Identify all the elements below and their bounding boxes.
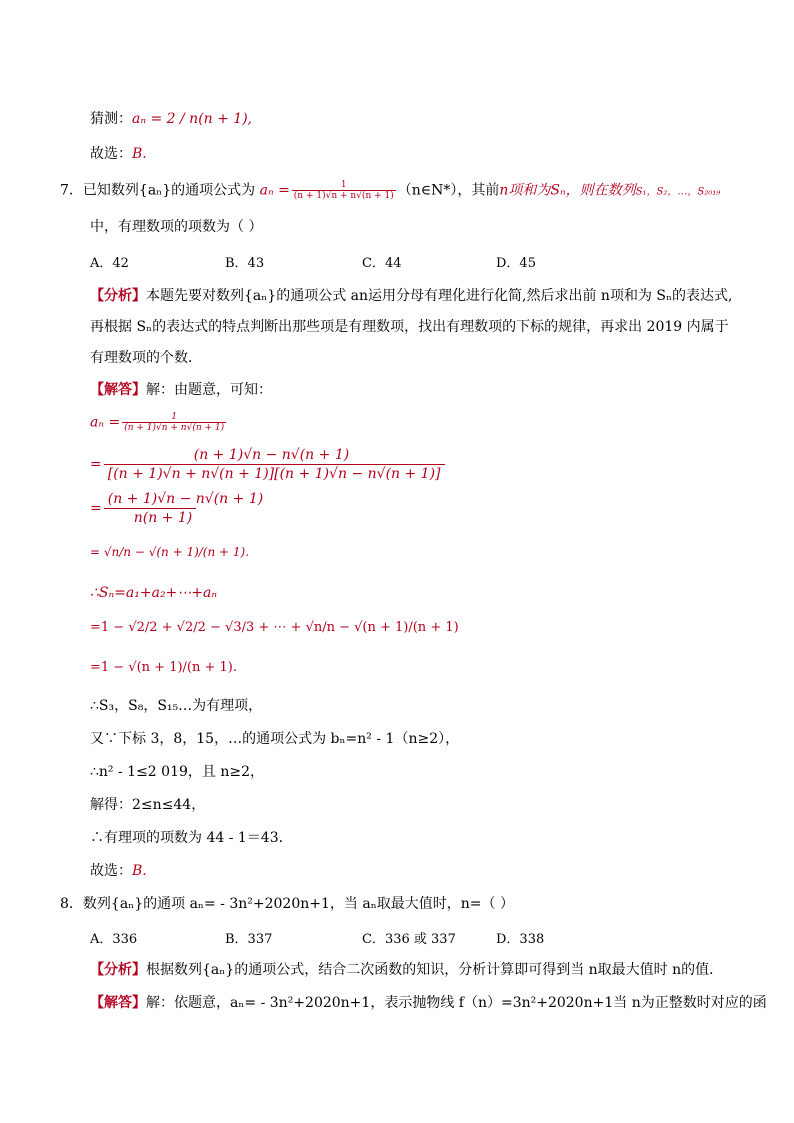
sum-line-3: =1 − √(n + 1)/(n + 1). — [90, 660, 238, 675]
answer-text: 解：依题意，aₙ= - 3n²+2020n+1，表示抛物线 f（n）=3n²+2020n+1当 n为正整数时对应的函 — [146, 995, 767, 1011]
fraction-denominator: [(n + 1)√n + n√(n + 1)][(n + 1)√n − n√(n + 1)] — [104, 464, 445, 483]
solution-line-2: 又∵下标 3，8，15，…的通项公式为 bₙ=n² - 1（n≥2）， — [90, 731, 460, 747]
derivation-step-3: = $\frac{(n + 1)√n - n√(n + 1)}{n(n + 1)}$ — [90, 490, 269, 527]
guess-label: 猜测： — [90, 111, 132, 127]
derivation-step-1 — [90, 412, 228, 433]
guess-line — [90, 110, 252, 128]
question-8-line — [60, 895, 514, 913]
derivation-step-4: = √n/n − √(n + 1)/(n + 1). — [90, 545, 250, 559]
choose-answer: B. — [132, 863, 147, 879]
question-number: 8． — [60, 896, 83, 912]
answer-tag: 【解答】 — [90, 995, 146, 1011]
solution-line-4: 解得：2≤n≤44， — [90, 797, 206, 813]
analysis-7-line-3: 有理数项的个数． — [90, 350, 202, 366]
formula-fraction — [122, 412, 226, 433]
choose-answer: B. — [132, 146, 147, 162]
question-number: 7． — [60, 182, 83, 199]
answer-tag: 【解答】 — [90, 382, 146, 398]
sum-line-2: =1 − √2/2 + √2/2 − √3/3 + ⋯ + √n/n − √(n + 1)/(n + 1) — [90, 620, 459, 635]
option-c: C．44 — [362, 256, 402, 271]
question-text: （n∈N*），其前 — [397, 182, 500, 199]
fraction-numerator: (n + 1)√n − n√(n + 1) — [193, 447, 350, 463]
sum-line-1 — [90, 584, 217, 602]
analysis-7-line-2: 再根据 Sₙ的表达式的特点判断出那些项是有理数项，找出有理数项的下标的规律，再求出 2019 内属于 — [90, 319, 729, 335]
choose-line-1 — [90, 145, 147, 163]
analysis-8-line — [90, 961, 723, 979]
option-d: D．45 — [496, 256, 536, 271]
analysis-text: 根据数列{aₙ}的通项公式，结合二次函数的知识，分析计算即可得到当 n取最大值时 n的值． — [146, 962, 724, 978]
option-c: C．336 或 337 — [362, 932, 456, 947]
choose-label: 故选： — [90, 863, 132, 879]
formula-fraction — [104, 490, 267, 527]
formula-label: aₙ = — [259, 182, 290, 199]
question-text: Sₙ，则在数列 — [550, 182, 636, 199]
option-b: B．43 — [225, 256, 265, 271]
guess-formula: aₙ = 2 / n(n + 1), — [132, 111, 253, 127]
fraction-numerator: (n + 1)√n − n√(n + 1) — [107, 491, 264, 507]
fraction-numerator: 1 — [340, 180, 347, 190]
option-a: A．42 — [90, 256, 129, 271]
fraction-denominator: (n + 1)√n + n√(n + 1) — [124, 423, 225, 433]
question-7-line-1 — [60, 180, 720, 202]
formula-fraction — [292, 180, 396, 201]
question-text: 数列{aₙ}的通项 aₙ= - 3n²+2020n+1，当 aₙ取最大值时，n=（ ） — [82, 896, 514, 912]
answer-8-line — [90, 994, 767, 1012]
sum-formula: ∴Sₙ=a₁+a₂+⋯+aₙ — [90, 585, 218, 601]
answer-7-intro — [90, 381, 272, 399]
question-text: S₁，S₂，…，S₂₀₁₉ — [635, 186, 721, 198]
fraction-denominator: n(n + 1) — [104, 508, 197, 527]
analysis-text: 本题先要对数列{aₙ}的通项公式 an运用分母有理化进行化简,然后求出前 n项和为 Sₙ的表达式, — [146, 288, 733, 304]
choose-line-2 — [90, 862, 147, 880]
option-d: D．338 — [496, 932, 545, 947]
solution-line-1: ∴S₃，S₈，S₁₅…为有理项， — [90, 698, 263, 714]
option-a: A．336 — [90, 932, 138, 947]
question-text: 已知数列{aₙ}的通项公式为 — [82, 182, 256, 199]
question-text: n项和为 — [499, 182, 551, 199]
formula-fraction — [104, 446, 445, 483]
option-b: B．337 — [225, 932, 273, 947]
formula-label: aₙ = — [90, 414, 121, 431]
solution-line-3: ∴n² - 1≤2 019，且 n≥2， — [90, 764, 264, 780]
analysis-tag: 【分析】 — [90, 288, 146, 304]
solution-line-5: ∴有理项的项数为 44 - 1＝43． — [90, 830, 293, 846]
question-7-line-2: 中，有理数项的项数为（ ） — [90, 219, 263, 235]
fraction-numerator: 1 — [171, 412, 178, 422]
analysis-7-line-1 — [90, 287, 733, 305]
fraction-denominator: (n + 1)√n + n√(n + 1) — [293, 191, 394, 201]
derivation-step-2: = $\frac{(n + 1)√n - n√(n + 1)}{[(n + 1)√n + n√(n + 1)][(n + 1)√n - n√(n + 1)]}$ — [90, 446, 447, 483]
analysis-tag: 【分析】 — [90, 962, 146, 978]
answer-text: 解：由题意，可知： — [146, 382, 272, 398]
choose-label: 故选： — [90, 146, 132, 162]
